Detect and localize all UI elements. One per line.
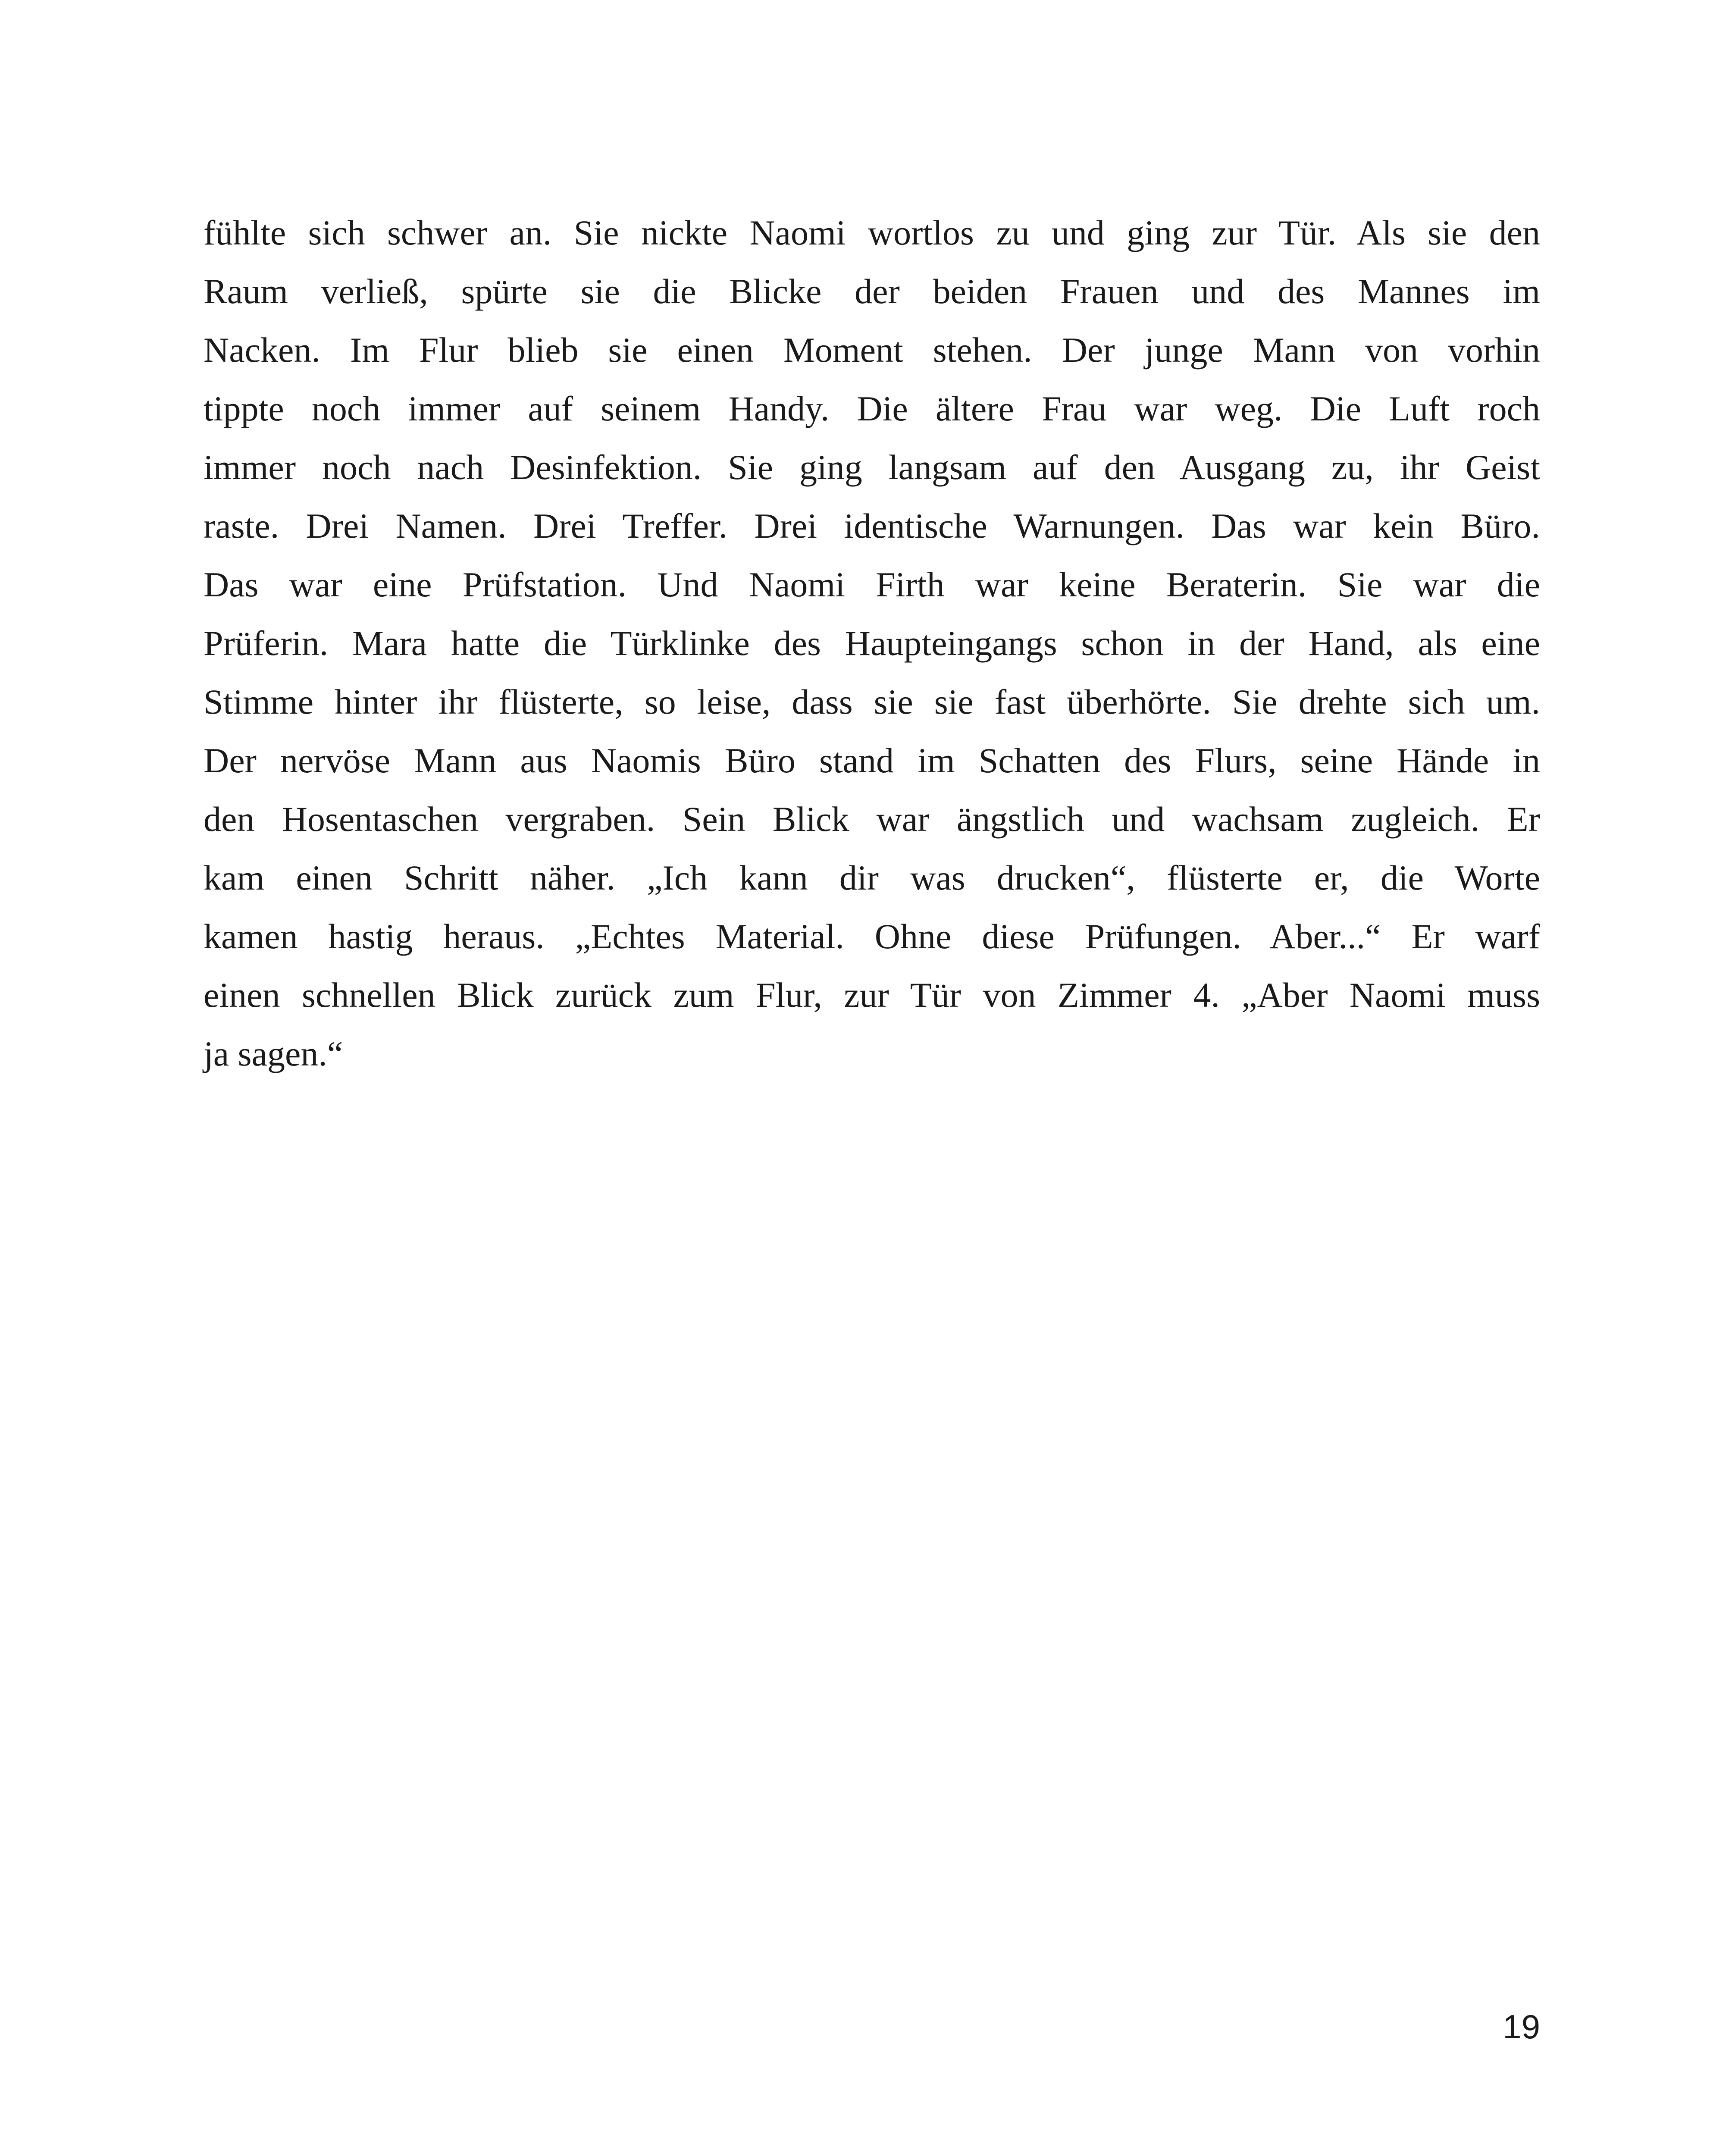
paragraph-line: raste. Drei Namen. Drei Treffer. Drei identische Warnungen. Das war kein Büro. [204, 506, 1540, 545]
paragraph-line: Raum verließ, spürte sie die Blicke der beiden Frauen und des Mannes im [204, 272, 1540, 311]
paragraph-line-last: ja sagen.“ [204, 1034, 343, 1073]
paragraph-line: Stimme hinter ihr flüsterte, so leise, dass sie sie fast überhörte. Sie drehte sich um. [204, 682, 1540, 721]
paragraph-line: kam einen Schritt näher. „Ich kann dir was drucken“, flüsterte er, die Worte [204, 858, 1540, 897]
paragraph-line: einen schnellen Blick zurück zum Flur, zur Tür von Zimmer 4. „Aber Naomi muss [204, 975, 1540, 1015]
body-paragraph [204, 204, 1540, 1083]
paragraph-line: Nacken. Im Flur blieb sie einen Moment stehen. Der junge Mann von vorhin [204, 330, 1540, 370]
page-number: 19 [1503, 2008, 1540, 2046]
paragraph-line: Das war eine Prüfstation. Und Naomi Firth war keine Beraterin. Sie war die [204, 565, 1540, 604]
paragraph-line: immer noch nach Desinfektion. Sie ging langsam auf den Ausgang zu, ihr Geist [204, 448, 1540, 487]
paragraph-line: Der nervöse Mann aus Naomis Büro stand im Schatten des Flurs, seine Hände in [204, 741, 1540, 780]
paragraph-line: tippte noch immer auf seinem Handy. Die ältere Frau war weg. Die Luft roch [204, 389, 1540, 428]
paragraph-line: kamen hastig heraus. „Echtes Material. Ohne diese Prüfungen. Aber...“ Er warf [204, 917, 1540, 956]
paragraph-line: Prüferin. Mara hatte die Türklinke des Haupteingangs schon in der Hand, als eine [204, 624, 1540, 663]
paragraph-line: fühlte sich schwer an. Sie nickte Naomi wortlos zu und ging zur Tür. Als sie den [204, 213, 1540, 252]
paragraph-line: den Hosentaschen vergraben. Sein Blick war ängstlich und wachsam zugleich. Er [204, 799, 1540, 839]
